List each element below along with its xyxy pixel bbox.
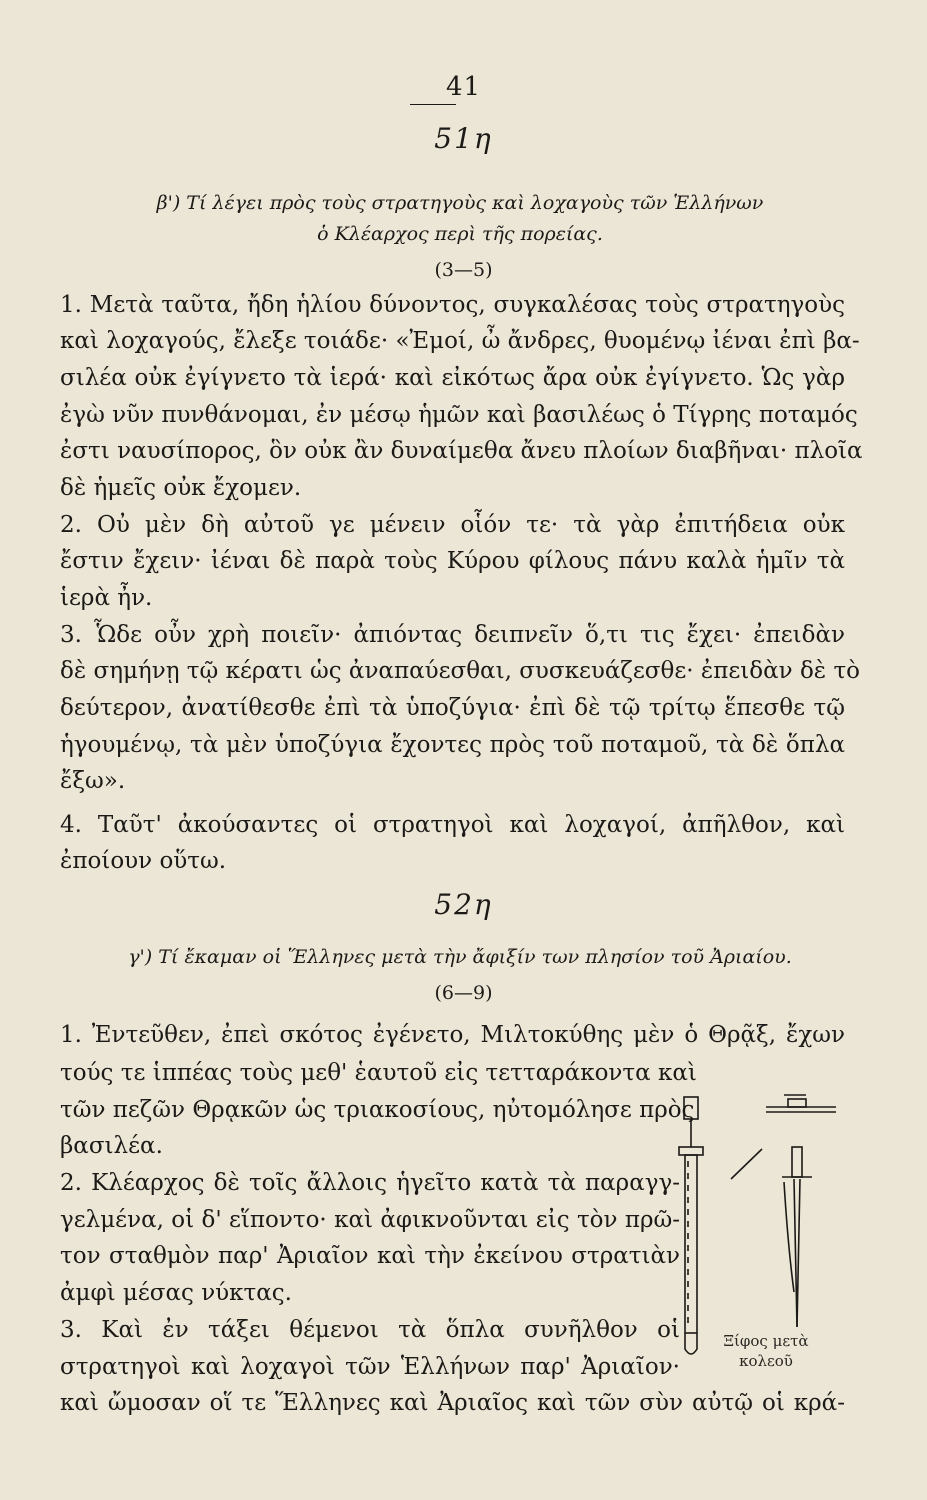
text-line: δὲ σημήνῃ τῷ κέρατι ὡς ἀναπαύεσθαι, συσκευάζεσθε· ἐπειδὰν δὲ τὸ [60, 658, 861, 684]
text-line: 1. Ἐντεῦθεν, ἐπεὶ σκότος ἐγένετο, Μιλτοκύθης μὲν ὁ Θρᾷξ, ἔχων [60, 1022, 845, 1048]
text-line: ἀμφὶ μέσας νύκτας. [60, 1280, 292, 1306]
text-line: σιλέα οὐκ ἐγίγνετο τὰ ἱερά· καὶ εἰκότως ἄρα οὐκ ἐγίγνετο. Ὡς γὰρ [60, 365, 845, 391]
caption-line1: Ξίφος μετὰ [723, 1332, 809, 1350]
sword-pommel [684, 1097, 698, 1119]
section-51-range: (3—5) [434, 259, 493, 281]
text-line: 3. Καὶ ἐν τάξει θέμενοι τὰ ὅπλα συνῆλθον οἱ [60, 1317, 680, 1343]
text-line: ἐποίουν οὕτω. [60, 848, 227, 874]
text-line: γελμένα, οἱ δ' εἵποντο· καὶ ἀφικνοῦνται εἰς τὸν πρῶ- [60, 1207, 680, 1233]
page-number: 41 [445, 72, 482, 102]
text-line: δὲ ἡμεῖς οὐκ ἔχομεν. [60, 475, 302, 501]
illustration-caption [686, 1331, 846, 1371]
text-line: ἐστι ναυσίπορος, ὃν οὐκ ἂν δυναίμεθα ἄνευ πλοίων διαβῆναι· πλοῖα [60, 438, 863, 464]
section-52-heading: 52η [434, 888, 493, 921]
text-line: 1. Μετὰ ταῦτα, ἤδη ἡλίου δύνοντος, συγκαλέσας τοὺς στρατηγοὺς [60, 292, 845, 318]
section-51-subtitle-line2: ὁ Κλέαρχος περὶ τῆς πορείας. [317, 223, 603, 245]
page-number-rule [410, 104, 456, 105]
text-line: ἔστιν ἔχειν· ἰέναι δὲ παρὰ τοὺς Κύρου φίλους πάνυ καλὰ ἡμῖν τὰ [60, 548, 845, 574]
text-line: 2. Οὐ μὲν δὴ αὐτοῦ γε μένειν οἷόν τε· τὰ γὰρ ἐπιτήδεια οὐκ [60, 512, 845, 538]
text-line: ἐγὼ νῦν πυνθάνομαι, ἐν μέσῳ ἡμῶν καὶ βασιλέως ὁ Τίγρης ποταμός [60, 402, 858, 428]
section-52-subtitle: γ') Τί ἔκαμαν οἱ Ἕλληνες μετὰ τὴν ἄφιξίν των πλησίον τοῦ Ἀριαίου. [128, 946, 792, 968]
text-line: 4. Ταῦτ' ἀκούσαντες οἱ στρατηγοὶ καὶ λοχαγοί, ἀπῆλθον, καὶ [60, 812, 845, 838]
text-line: τῶν πεζῶν Θρᾳκῶν ὡς τριακοσίους, ηὐτομόλησε πρὸς [60, 1097, 695, 1123]
text-line: στρατηγοὶ καὶ λοχαγοὶ τῶν Ἑλλήνων παρ' Ἀριαῖον· [60, 1354, 680, 1380]
text-line: 2. Κλέαρχος δὲ τοῖς ἄλλοις ἡγεῖτο κατὰ τὰ παραγγ- [60, 1170, 680, 1196]
text-line: ἡγουμένῳ, τὰ μὲν ὑποζύγια ἔχοντες πρὸς τοῦ ποταμοῦ, τὰ δὲ ὅπλα [60, 732, 845, 758]
text-line: τούς τε ἱππέας τοὺς μεθ' ἑαυτοῦ εἰς τετταράκοντα καὶ [60, 1060, 697, 1086]
text-line: δεύτερον, ἀνατίθεσθε ἐπὶ τὰ ὑποζύγια· ἐπὶ δὲ τῷ τρίτῳ ἕπεσθε τῷ [60, 695, 845, 721]
caption-line2: κολεοῦ [739, 1352, 793, 1370]
text-line: τον σταθμὸν παρ' Ἀριαῖον καὶ τὴν ἐκείνου στρατιὰν [60, 1243, 680, 1269]
text-line: ἱερὰ ἦν. [60, 585, 153, 611]
section-52-range: (6—9) [434, 982, 493, 1004]
text-line: ἔξω». [60, 768, 126, 794]
section-51-subtitle-line1: β') Τί λέγει πρὸς τοὺς στρατηγοὺς καὶ λοχαγοὺς τῶν Ἑλλήνων [156, 192, 764, 214]
text-line: 3. Ὧδε οὖν χρὴ ποιεῖν· ἀπιόντας δειπνεῖν ὅ,τι τις ἔχει· ἐπειδὰν [60, 622, 845, 648]
text-line: καὶ ὤμοσαν οἵ τε Ἕλληνες καὶ Ἀριαῖος καὶ τῶν σὺν αὐτῷ οἱ κρά- [60, 1390, 845, 1416]
text-line: καὶ λοχαγούς, ἔλεξε τοιάδε· «Ἐμοί, ὦ ἄνδρες, θυομένῳ ἰέναι ἐπὶ βα- [60, 328, 860, 354]
text-line: βασιλέα. [60, 1133, 163, 1159]
section-51-heading: 51η [434, 122, 493, 155]
